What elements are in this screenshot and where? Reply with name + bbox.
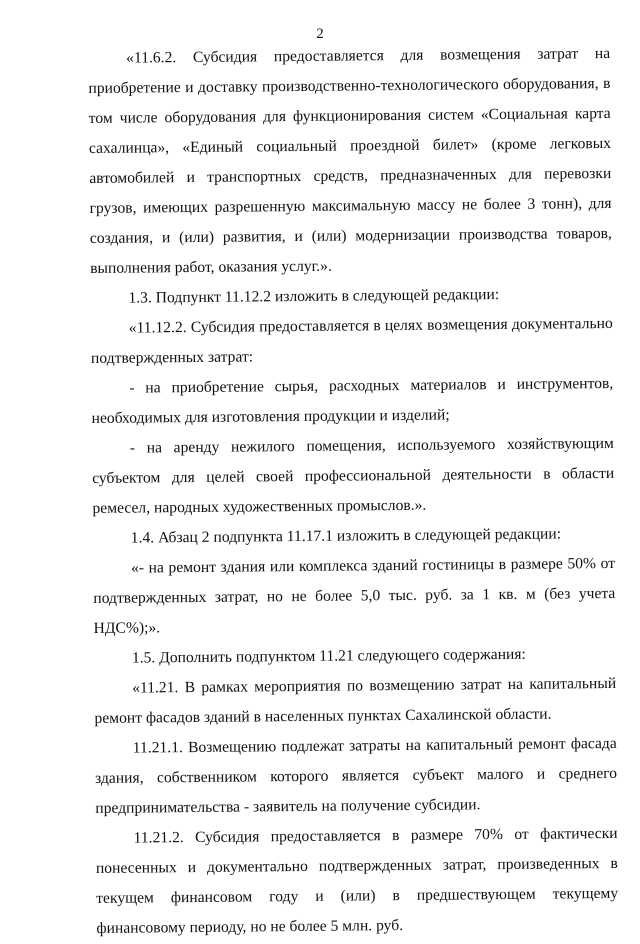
paragraph-hotel-repair: «- на ремонт здания или комплекса зданий гостиницы в размере 50% от подтвержденных затрат, но не более 5,0 тыс. руб. за 1 кв. м (без учета НДС%);». bbox=[93, 554, 616, 637]
paragraph-11-21: «11.21. В рамках мероприятия по возмещению затрат на капитальный ремонт фасадов зданий в населенных пунктах Сахалинской области. bbox=[94, 674, 617, 727]
paragraph-1-5: 1.5. Дополнить подпунктом 11.21 следующего содержания: bbox=[131, 645, 526, 667]
page-number: 2 bbox=[316, 26, 324, 42]
paragraph-raw-materials: - на приобретение сырья, расходных материалов и инструментов, необходимых для изготовления продукции и изделий; bbox=[91, 374, 614, 427]
paragraph-1-3: 1.3. Подпункт 11.12.2 изложить в следующей редакции: bbox=[128, 286, 500, 307]
paragraph-1-4: 1.4. Абзац 2 подпункта 11.17.1 изложить в следующей редакции: bbox=[130, 525, 562, 547]
document-body bbox=[88, 39, 619, 944]
paragraph-11-21-1: 11.21.1. Возмещению подлежат затраты на капитальный ремонт фасада здания, собственником которого является субъект малого и среднего предпринимательства - заявитель на получение субсидии. bbox=[94, 734, 618, 817]
paragraph-11-21-2: 11.21.2. Субсидия предоставляется в размере 70% от фактически понесенных и документально подтвержденных затрат, произведенных в текущем финансовом году и (или) в предшествующем текущему финансовому периоду, но не более 5 млн. руб. bbox=[95, 824, 619, 937]
paragraph-11-12-2: «11.12.2. Субсидия предоставляется в целях возмещения документально подтвержденных затрат: bbox=[90, 314, 613, 367]
paragraph-11-6-2: «11.6.2. Субсидия предоставляется для возмещения затрат на приобретение и доставку производственно-технологического оборудования, в том числе оборудования для функционирования систем «Социальная карта сахалинца», «Единый социальный проездной билет» (кроме легковых автомобилей и транспортных средств, предназначенных для перевозки грузов, имеющих разрешенную максимальную массу не более 3 тонн), для создания, и (или) развития, и (или) модернизации производства товаров, выполнения работ, оказания услуг.». bbox=[88, 44, 612, 277]
paragraph-premises-rent: - на аренду нежилого помещения, используемого хозяйствующим субъектом для целей своей профессиональной деятельности в области ремесел, народных художественных промыслов.». bbox=[92, 434, 615, 517]
